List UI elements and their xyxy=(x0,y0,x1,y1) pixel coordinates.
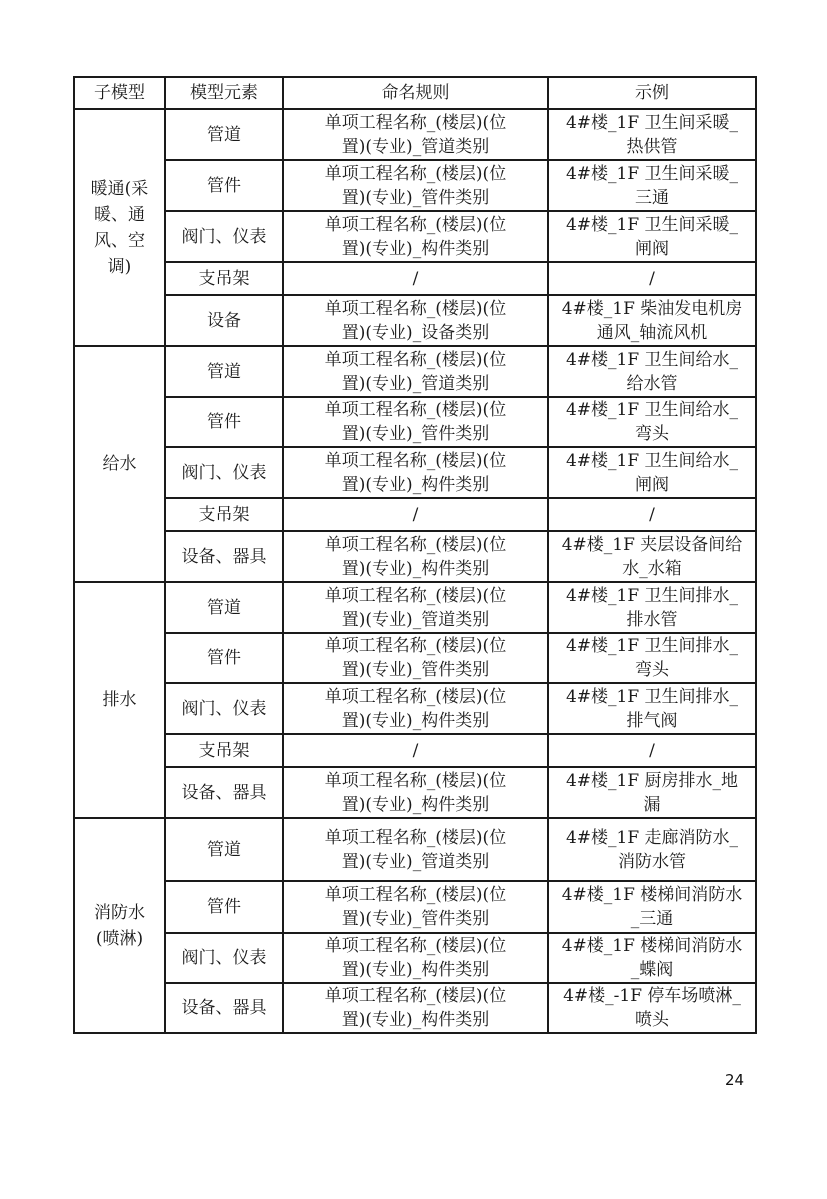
example-cell xyxy=(548,160,756,211)
example-cell xyxy=(548,262,756,295)
table-body xyxy=(74,109,756,1033)
naming-rule-cell xyxy=(283,683,548,734)
model-element-cell: 设备、器具 xyxy=(165,767,283,818)
submodel-cell xyxy=(74,346,165,582)
example-cell xyxy=(548,582,756,633)
model-element-cell: 设备 xyxy=(165,295,283,346)
naming-rule-line: 单项工程名称_(楼层)(位 xyxy=(324,986,507,1006)
example-line: 4#楼_1F 卫生间给水_ xyxy=(565,400,739,420)
model-element-cell: 管道 xyxy=(165,346,283,397)
naming-rule-line: 置)(专业)_构件类别 xyxy=(341,960,490,980)
example-line: 热供管 xyxy=(626,136,678,157)
naming-rule-line: 置)(专业)_管道类别 xyxy=(341,851,490,872)
table-row xyxy=(74,262,756,295)
naming-rule-cell xyxy=(283,633,548,683)
example-line: 消防水管 xyxy=(618,851,686,872)
table-row xyxy=(74,531,756,582)
table-row xyxy=(74,734,756,767)
table-row xyxy=(74,346,756,397)
example-line: 4#楼_1F 卫生间排水_ xyxy=(565,585,739,606)
naming-rule-line: 置)(专业)_构件类别 xyxy=(341,710,490,731)
naming-rule-line: 置)(专业)_管件类别 xyxy=(341,187,490,208)
table-row xyxy=(74,582,756,633)
example-line: 喷头 xyxy=(635,1010,669,1030)
naming-rule-line: 单项工程名称_(楼层)(位 xyxy=(324,400,507,420)
table-row xyxy=(74,633,756,683)
model-element-cell: 阀门、仪表 xyxy=(165,447,283,498)
table-row xyxy=(74,683,756,734)
example-line: 弯头 xyxy=(635,424,669,444)
example-line: 4#楼_1F 卫生间给水_ xyxy=(565,450,739,471)
model-element-cell: 支吊架 xyxy=(165,262,283,295)
example-line: 4#楼_1F 卫生间采暖_ xyxy=(565,214,739,235)
model-element-cell: 设备、器具 xyxy=(165,531,283,582)
example-line: 排气阀 xyxy=(626,710,678,731)
submodel-cell xyxy=(74,109,165,346)
naming-rule-line: 置)(专业)_设备类别 xyxy=(341,322,490,343)
naming-rule-cell xyxy=(283,582,548,633)
table-row xyxy=(74,211,756,262)
example-cell xyxy=(548,531,756,582)
model-element-cell: 管件 xyxy=(165,881,283,933)
naming-rule-line: 单项工程名称_(楼层)(位 xyxy=(324,450,507,471)
naming-rule-cell xyxy=(283,109,548,160)
model-element-cell: 管件 xyxy=(165,397,283,447)
example-cell xyxy=(548,734,756,767)
model-element-cell: 管道 xyxy=(165,109,283,160)
header-example: 示例 xyxy=(548,77,756,109)
page-number: 24 xyxy=(725,1071,745,1089)
example-line: 4#楼_1F 卫生间给水_ xyxy=(565,349,739,370)
naming-rules-table xyxy=(73,76,757,1034)
example-cell xyxy=(548,211,756,262)
naming-rule-line: 单项工程名称_(楼层)(位 xyxy=(324,112,507,133)
header-model-element: 模型元素 xyxy=(165,77,283,109)
example-cell xyxy=(548,983,756,1033)
example-line: 4#楼_1F 卫生间采暖_ xyxy=(565,163,739,184)
example-line: 4#楼_1F 柴油发电机房 xyxy=(561,298,743,319)
naming-rule-cell xyxy=(283,498,548,531)
naming-rule-line: 单项工程名称_(楼层)(位 xyxy=(324,936,507,956)
example-line: 通风_轴流风机 xyxy=(596,322,708,343)
table-row xyxy=(74,933,756,983)
example-line: 给水管 xyxy=(626,373,678,394)
submodel-label: 给水 xyxy=(102,454,137,474)
model-element-cell: 设备、器具 xyxy=(165,983,283,1033)
table-row xyxy=(74,767,756,818)
naming-rule-cell xyxy=(283,295,548,346)
example-line: 4#楼_-1F 停车场喷淋_ xyxy=(563,986,741,1006)
submodel-label: 暖通(采暖、通风、空调) xyxy=(90,178,149,277)
example-line: _三通 xyxy=(630,909,674,929)
header-naming-rule: 命名规则 xyxy=(283,77,548,109)
naming-rule-line: / xyxy=(412,504,419,525)
example-line: / xyxy=(649,504,655,525)
naming-rule-line: 单项工程名称_(楼层)(位 xyxy=(324,349,507,370)
naming-rule-cell xyxy=(283,397,548,447)
model-element-cell: 管件 xyxy=(165,160,283,211)
model-element-cell: 管道 xyxy=(165,582,283,633)
submodel-label: 排水 xyxy=(102,690,137,710)
example-line: / xyxy=(649,740,655,761)
example-cell xyxy=(548,295,756,346)
naming-rule-line: 单项工程名称_(楼层)(位 xyxy=(324,163,507,184)
table-row xyxy=(74,447,756,498)
naming-rule-line: 单项工程名称_(楼层)(位 xyxy=(324,214,507,235)
submodel-cell xyxy=(74,818,165,1033)
example-cell xyxy=(548,498,756,531)
example-line: 4#楼_1F 楼梯间消防水 xyxy=(561,936,743,956)
submodel-cell xyxy=(74,582,165,818)
example-cell xyxy=(548,767,756,818)
model-element-cell: 支吊架 xyxy=(165,734,283,767)
example-cell xyxy=(548,818,756,881)
naming-rule-cell xyxy=(283,262,548,295)
example-line: 闸阀 xyxy=(635,474,669,495)
naming-rule-line: 置)(专业)_构件类别 xyxy=(341,1010,490,1030)
example-line: 排水管 xyxy=(626,609,678,630)
table-row xyxy=(74,160,756,211)
example-cell xyxy=(548,683,756,734)
example-line: 三通 xyxy=(635,187,669,208)
naming-rule-cell xyxy=(283,767,548,818)
naming-rule-line: 置)(专业)_管件类别 xyxy=(341,424,490,444)
example-cell xyxy=(548,933,756,983)
model-element-cell: 阀门、仪表 xyxy=(165,683,283,734)
example-line: 弯头 xyxy=(635,660,669,680)
example-line: 4#楼_1F 厨房排水_地 xyxy=(565,770,739,791)
example-line: 闸阀 xyxy=(635,238,669,259)
naming-rule-cell xyxy=(283,531,548,582)
naming-rule-line: 置)(专业)_管件类别 xyxy=(341,660,490,680)
model-element-cell: 阀门、仪表 xyxy=(165,211,283,262)
example-line: 4#楼_1F 走廊消防水_ xyxy=(565,827,739,848)
naming-rule-line: 单项工程名称_(楼层)(位 xyxy=(324,827,507,848)
submodel-label: 消防水(喷淋) xyxy=(94,902,145,949)
model-element-cell: 管道 xyxy=(165,818,283,881)
example-line: 水_水箱 xyxy=(622,558,682,579)
table-row xyxy=(74,881,756,933)
example-line: 漏 xyxy=(643,794,661,815)
naming-rule-line: 单项工程名称_(楼层)(位 xyxy=(324,770,507,791)
table-row xyxy=(74,397,756,447)
example-cell xyxy=(548,397,756,447)
table-row xyxy=(74,983,756,1033)
naming-rule-cell xyxy=(283,160,548,211)
naming-rule-line: 单项工程名称_(楼层)(位 xyxy=(324,636,507,656)
naming-rule-line: 单项工程名称_(楼层)(位 xyxy=(324,585,507,606)
example-line: 4#楼_1F 卫生间排水_ xyxy=(565,636,739,656)
naming-rule-line: 单项工程名称_(楼层)(位 xyxy=(324,686,507,707)
naming-rule-line: 单项工程名称_(楼层)(位 xyxy=(324,298,507,319)
naming-rule-cell xyxy=(283,933,548,983)
table-row xyxy=(74,295,756,346)
table-row xyxy=(74,818,756,881)
example-line: _蝶阀 xyxy=(630,960,674,980)
naming-rule-line: / xyxy=(412,268,419,289)
example-line: 4#楼_1F 卫生间采暖_ xyxy=(565,112,739,133)
naming-rule-line: 置)(专业)_构件类别 xyxy=(341,474,490,495)
header-submodel: 子模型 xyxy=(74,77,165,109)
naming-rule-line: 置)(专业)_管件类别 xyxy=(341,909,490,929)
example-line: 4#楼_1F 卫生间排水_ xyxy=(565,686,739,707)
naming-rule-line: / xyxy=(412,740,419,761)
naming-rule-line: 置)(专业)_构件类别 xyxy=(341,558,490,579)
naming-rule-cell xyxy=(283,734,548,767)
naming-rule-line: 置)(专业)_构件类别 xyxy=(341,794,490,815)
example-line: 4#楼_1F 夹层设备间给 xyxy=(561,534,743,555)
example-line: / xyxy=(649,268,655,289)
naming-rule-cell xyxy=(283,983,548,1033)
example-cell xyxy=(548,881,756,933)
table-header-row xyxy=(74,77,756,109)
naming-rule-cell xyxy=(283,881,548,933)
naming-rule-cell xyxy=(283,211,548,262)
naming-rule-line: 置)(专业)_构件类别 xyxy=(341,238,490,259)
example-cell xyxy=(548,109,756,160)
naming-rule-cell xyxy=(283,818,548,881)
naming-rule-line: 置)(专业)_管道类别 xyxy=(341,136,490,157)
example-cell xyxy=(548,346,756,397)
naming-rule-cell xyxy=(283,447,548,498)
model-element-cell: 阀门、仪表 xyxy=(165,933,283,983)
table-row xyxy=(74,109,756,160)
naming-rule-line: 单项工程名称_(楼层)(位 xyxy=(324,885,507,905)
example-line: 4#楼_1F 楼梯间消防水 xyxy=(561,885,743,905)
table-row xyxy=(74,498,756,531)
example-cell xyxy=(548,633,756,683)
naming-rule-line: 置)(专业)_管道类别 xyxy=(341,373,490,394)
naming-rule-line: 置)(专业)_管道类别 xyxy=(341,609,490,630)
model-element-cell: 支吊架 xyxy=(165,498,283,531)
naming-rule-cell xyxy=(283,346,548,397)
model-element-cell: 管件 xyxy=(165,633,283,683)
naming-rule-line: 单项工程名称_(楼层)(位 xyxy=(324,534,507,555)
example-cell xyxy=(548,447,756,498)
